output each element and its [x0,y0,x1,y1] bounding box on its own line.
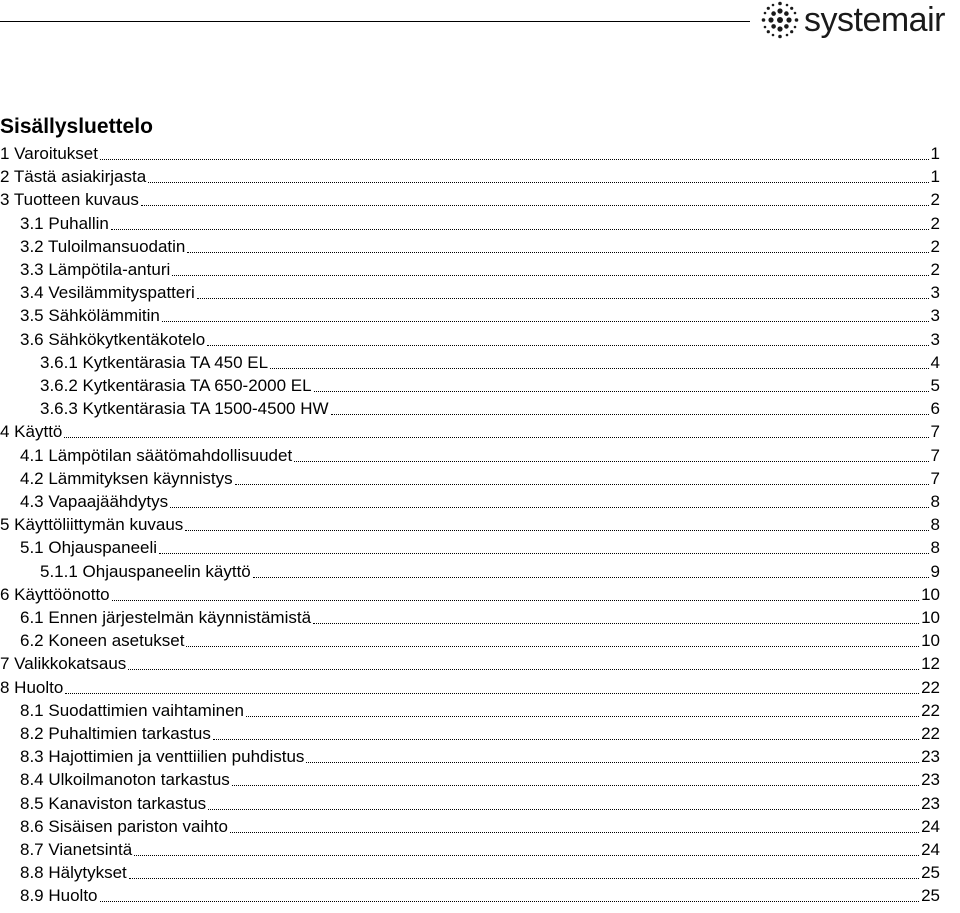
toc-entry[interactable] [20,767,940,790]
toc-entry-leader [148,182,928,183]
toc-entry[interactable] [0,675,940,698]
toc-entry-leader [129,878,919,879]
toc-entry-label: 5.1 Ohjauspaneeli [20,538,158,558]
toc-entry-page: 2 [930,190,940,210]
toc-entry-page: 7 [930,468,940,488]
toc-entry-leader [170,507,928,508]
toc-entry-leader [128,669,919,670]
toc-entry-page: 25 [921,886,940,906]
toc-entry-leader [253,577,929,578]
toc-entry[interactable] [0,651,940,674]
toc-entry-page: 4 [930,352,940,372]
toc-entry-page: 10 [921,584,940,604]
toc-entry-page: 1 [930,144,940,163]
toc-entry[interactable] [20,489,940,512]
toc-entry-leader [246,716,919,717]
toc-entry-label: 8.9 Huolto [20,886,98,906]
toc-entry-label: 1 Varoitukset [0,144,98,163]
toc-entry-leader [100,159,929,160]
toc-entry-label: 8.2 Puhaltimien tarkastus [20,724,211,743]
toc-entry-label: 6.2 Koneen asetukset [20,631,185,651]
toc-entry-label: 3.3 Lämpötila-anturi [20,260,171,279]
toc-entry-leader [185,530,928,531]
toc-entry[interactable] [20,605,940,628]
toc-entry-label: 4 Käyttö [0,422,63,442]
toc-entry-label: 8.7 Vianetsintä [20,840,133,859]
toc-entry-label: 8.4 Ulkoilmanoton tarkastus [20,770,230,790]
toc-entry[interactable] [20,257,940,280]
toc-entry-leader [294,461,928,462]
toc-entry-page: 1 [930,167,940,187]
toc-entry[interactable] [0,512,940,535]
toc-entry-page: 8 [930,515,940,535]
toc-entry[interactable] [20,744,940,767]
toc-entry[interactable] [40,373,940,396]
toc-entry-page: 24 [921,840,940,859]
toc-entry-label: 8.6 Sisäisen pariston vaihto [20,816,228,836]
toc-entry[interactable] [20,211,940,234]
toc-entry-label: 2 Tästä asiakirjasta [0,167,147,187]
toc-entry[interactable] [0,582,940,605]
toc-entry-page: 23 [921,747,940,767]
toc-entry-page: 3 [930,283,940,303]
toc-entry-page: 25 [921,863,940,883]
toc-entry-page: 9 [930,561,940,581]
toc-entry[interactable] [20,860,940,883]
toc-entry-leader [213,739,919,740]
toc-entry[interactable] [40,350,940,373]
toc-entry[interactable] [20,535,940,558]
toc-entry-label: 3.6.1 Kytkentärasia TA 450 EL [40,352,269,372]
toc-entry-page: 12 [921,654,940,674]
header-rule [0,21,750,22]
toc-entry[interactable] [20,443,940,466]
toc-entry-page: 5 [930,376,940,395]
toc-entry-leader [207,345,928,346]
toc-entry-page: 22 [921,700,940,720]
toc-entry-page: 2 [930,236,940,256]
toc-entry-leader [172,275,928,276]
toc-entry-label: 4.3 Vapaajäähdytys [20,492,169,511]
toc-entry[interactable] [20,791,940,814]
brand-name: systemair [804,1,945,39]
toc-entry-page: 7 [930,422,940,442]
toc-entry-page: 8 [930,492,940,511]
toc-entry-label: 6 Käyttöönotto [0,584,110,604]
toc-entry-leader [186,646,919,647]
toc-entry-label: 3.4 Vesilämmityspatteri [20,283,195,303]
toc-entry[interactable] [20,628,940,651]
systemair-logo-icon [760,0,800,40]
toc-entry-leader [331,414,929,415]
toc-entry-page: 23 [921,793,940,813]
toc-entry-leader [134,855,919,856]
toc-entry[interactable] [40,559,940,582]
toc-entry-label: 8 Huolto [0,677,64,697]
toc-entry-label: 8.1 Suodattimien vaihtaminen [20,700,244,720]
toc-entry-label: 7 Valikkokatsaus [0,654,127,674]
toc-entry-leader [100,901,920,902]
toc-entry-page: 23 [921,770,940,790]
toc-entry[interactable] [20,837,940,860]
toc-entry-label: 5 Käyttöliittymän kuvaus [0,515,184,535]
toc-entry-label: 4.1 Lämpötilan säätömahdollisuudet [20,445,293,465]
toc-entry-page: 10 [921,631,940,651]
toc-entry-label: 3.1 Puhallin [20,213,109,233]
toc-entry-leader [270,368,928,369]
toc-entry-leader [162,321,929,322]
toc-entry-page: 8 [930,538,940,558]
toc-entry[interactable] [20,721,940,744]
toc-entry-leader [111,229,929,230]
toc-entry-label: 3.6 Sähkökytkentäkotelo [20,329,206,349]
toc-entry[interactable] [20,883,940,906]
toc-entry[interactable] [40,396,940,419]
toc-entry[interactable] [20,698,940,721]
toc-entry[interactable] [20,303,940,326]
toc-entry-leader [197,298,929,299]
toc-entry-leader [112,600,919,601]
toc-entry-page: 2 [930,260,940,279]
toc-entry-label: 3.6.2 Kytkentärasia TA 650-2000 EL [40,376,312,395]
toc-entry[interactable] [20,466,940,489]
toc-title: Sisällysluettelo [0,115,153,138]
toc-entry-leader [64,437,928,438]
toc-entry[interactable] [20,234,940,257]
toc-entry-leader [159,553,928,554]
toc-entry[interactable] [20,327,940,350]
toc-entry-page: 7 [930,445,940,465]
toc-entry[interactable] [0,419,940,442]
toc-entry[interactable] [20,280,940,303]
toc-entry-label: 3.6.3 Kytkentärasia TA 1500-4500 HW [40,399,329,419]
brand-logo [760,0,945,40]
toc-entry-page: 24 [921,816,940,836]
toc-entry-leader [230,832,919,833]
toc-entry-leader [141,205,929,206]
toc-entry-page: 22 [921,724,940,743]
toc-entry-label: 8.8 Hälytykset [20,863,127,883]
toc-entry-leader [65,693,919,694]
toc-entry-page: 2 [930,213,940,233]
toc-entry-label: 8.3 Hajottimien ja venttiilien puhdistus [20,747,305,767]
toc-entry-label: 6.1 Ennen järjestelmän käynnistämistä [20,608,312,627]
toc-entry-leader [314,391,929,392]
toc-entry-label: 3.2 Tuloilmansuodatin [20,236,186,256]
toc-entry-page: 3 [930,329,940,349]
toc-entry[interactable] [20,814,940,837]
toc-entry-leader [232,785,919,786]
toc-entry[interactable] [0,164,940,187]
toc-entry-label: 3.5 Sähkölämmitin [20,306,160,326]
toc-entry-leader [306,762,919,763]
toc-entry[interactable] [0,141,940,164]
toc-entry-leader [235,484,929,485]
toc-entry-page: 6 [930,399,940,419]
toc-entry-leader [187,252,928,253]
toc-entry-leader [313,623,919,624]
toc-entry-page: 3 [930,306,940,326]
toc-entry-label: 8.5 Kanaviston tarkastus [20,793,207,813]
toc-entry-label: 5.1.1 Ohjauspaneelin käyttö [40,561,251,581]
toc-entry-page: 22 [921,677,940,697]
toc-entry[interactable] [0,187,940,210]
toc-entry-label: 3 Tuotteen kuvaus [0,190,139,210]
toc-entry-page: 10 [921,608,940,627]
toc-entry-leader [208,809,919,810]
toc-entry-label: 4.2 Lämmityksen käynnistys [20,468,233,488]
